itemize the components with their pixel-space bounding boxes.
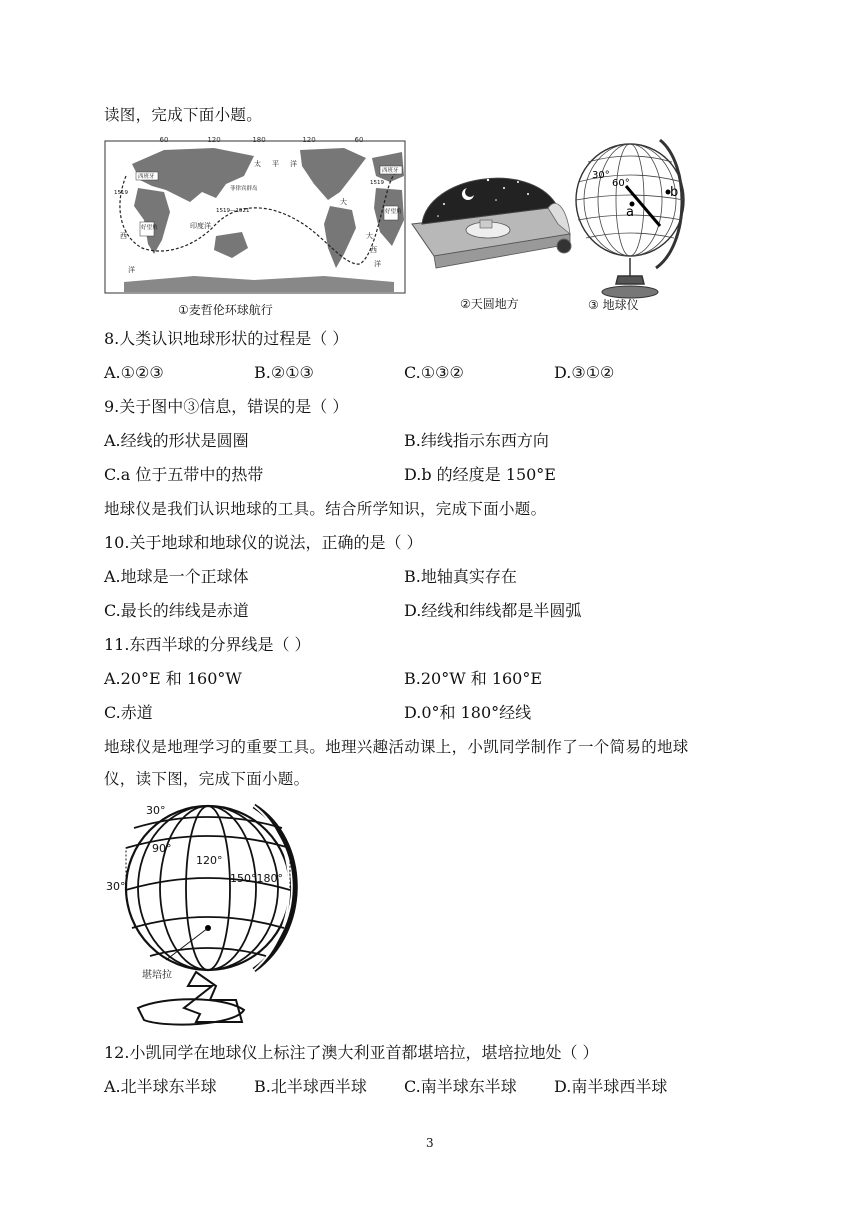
q8-option-a: A.①②③ [104, 363, 164, 382]
q11-option-c: C.赤道 [104, 703, 153, 722]
map-top-label: 60 [354, 136, 364, 144]
q9-option-d: D.b 的经度是 150°E [404, 465, 556, 484]
globe-point-a: a [626, 205, 634, 220]
ocean-label: 平 [272, 160, 279, 168]
q8-option-c: C.①③② [404, 363, 464, 382]
question-10-stem: 10.关于地球和地球仪的说法，正确的是（ ） [104, 533, 423, 552]
globe2-lat-label: 30° [146, 804, 166, 817]
year-label: 1519 [114, 190, 128, 196]
q11-option-a: A.20°E 和 160°W [104, 669, 242, 688]
globe2-lon-label: 90° [152, 842, 172, 855]
q9-option-b: B.纬线指示东西方向 [404, 431, 549, 450]
globe-stand [616, 258, 644, 284]
sky-dome-figure [408, 164, 576, 294]
question-11-stem: 11.东西半球的分界线是（ ） [104, 635, 311, 654]
question-8-stem: 8.人类认识地球形状的过程是（ ） [104, 329, 349, 348]
caption-globe: ③ 地球仪 [588, 298, 639, 312]
intro-text-1: 读图，完成下面小题。 [104, 106, 263, 124]
caption-sky: ②天圆地方 [460, 297, 519, 311]
intro-text-2: 地球仪是我们认识地球的工具。结合所学知识，完成下面小题。 [104, 500, 547, 518]
intro-text-3-line1: 地球仪是地理学习的重要工具。地理兴趣活动课上，小凯同学制作了一个简易的地球 [104, 738, 689, 756]
ocean-label: 大 [366, 232, 373, 240]
magellan-map-figure [104, 136, 408, 316]
place-label: 西班牙 [382, 168, 399, 174]
sun-icon [557, 239, 571, 253]
q12-option-c: C.南半球东半球 [404, 1077, 517, 1096]
canberra-label: 堪培拉 [142, 970, 172, 981]
map-top-label: 180 [252, 136, 266, 144]
q12-option-b: B.北半球西半球 [254, 1077, 367, 1096]
place-label: 菲律宾群岛 [230, 186, 258, 192]
globe-point-b: b [670, 185, 679, 200]
ocean-label: 大 [340, 198, 347, 206]
globe2-lat-label: 30° [106, 880, 126, 893]
ocean-label: 太 [254, 160, 261, 168]
globe2-lon-label: 150°180° [230, 872, 283, 885]
ocean-label: 洋 [128, 266, 135, 274]
q10-option-a: A.地球是一个正球体 [104, 567, 249, 586]
place-label: 西班牙 [138, 174, 155, 180]
q11-option-d: D.0°和 180°经线 [404, 703, 532, 722]
ocean-label: 西 [120, 232, 127, 240]
handmade-globe-figure [104, 800, 304, 1030]
place-label: 好望角 [141, 225, 158, 231]
map-top-label: 120 [207, 136, 221, 144]
q10-option-b: B.地轴真实存在 [404, 567, 517, 586]
globe-lat-label: 30° [592, 170, 610, 181]
globe2-stand [184, 972, 242, 1022]
q8-option-d: D.③①② [554, 363, 615, 382]
q10-option-c: C.最长的纬线是赤道 [104, 601, 249, 620]
q8-option-b: B.②①③ [254, 363, 314, 382]
q12-option-d: D.南半球西半球 [554, 1077, 668, 1096]
ocean-label: 印度洋 [190, 222, 211, 230]
ocean-label: 洋 [290, 160, 297, 168]
year-label: 1519—1521 [216, 208, 250, 214]
question-9-stem: 9.关于图中③信息，错误的是（ ） [104, 397, 349, 416]
globe2-lon-label: 120° [196, 854, 223, 867]
q11-option-b: B.20°W 和 160°E [404, 669, 543, 688]
page-number: 3 [426, 1136, 434, 1150]
map-top-label: 120 [302, 136, 316, 144]
place-label: 好望角 [385, 209, 402, 215]
globe-sphere [126, 806, 290, 970]
q12-option-a: A.北半球东半球 [104, 1077, 217, 1096]
ocean-label: 洋 [374, 260, 381, 268]
intro-text-3-line2: 仪，读下图，完成下面小题。 [104, 770, 310, 788]
q9-option-a: A.经线的形状是圆圈 [104, 431, 249, 450]
globe-figure-3 [572, 134, 700, 310]
caption-magellan: ①麦哲伦环球航行 [178, 303, 273, 317]
q10-option-d: D.经线和纬线都是半圆弧 [404, 601, 582, 620]
map-top-label: 60 [159, 136, 169, 144]
question-12-stem: 12.小凯同学在地球仪上标注了澳大利亚首都堪培拉，堪培拉地处（ ） [104, 1043, 599, 1062]
q9-option-c: C.a 位于五带中的热带 [104, 465, 264, 484]
year-label: 1519 [370, 180, 384, 186]
ocean-label: 西 [370, 246, 377, 254]
globe-lon-label: 60° [612, 178, 630, 189]
